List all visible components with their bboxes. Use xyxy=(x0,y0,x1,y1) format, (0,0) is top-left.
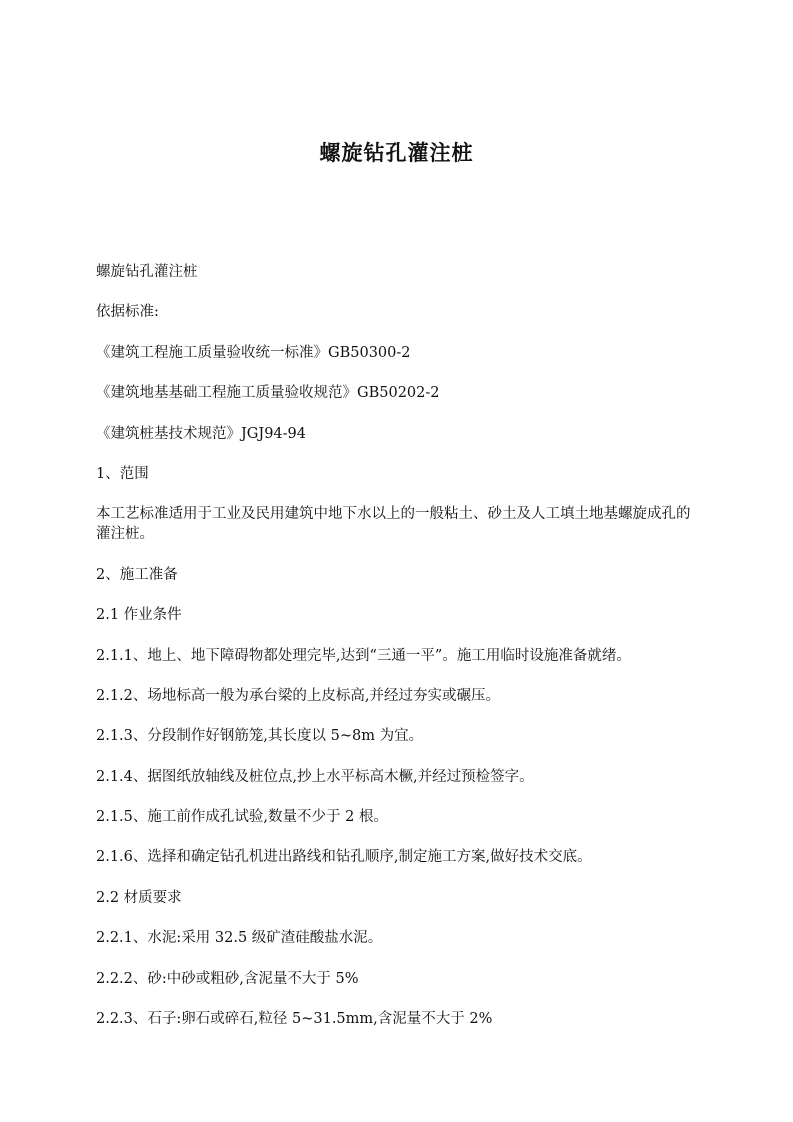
paragraph-scope-text: 本工艺标准适用于工业及民用建筑中地下水以上的一般粘土、砂土及人工填土地基螺旋成孔的灌注桩。 xyxy=(96,506,691,543)
list-item-2-2-2: 2.2.2、砂:中砂或粗砂,含泥量不大于 5% xyxy=(96,970,359,987)
list-item-2-1-6: 2.1.6、选择和确定钻孔机进出路线和钻孔顺序,制定施工方案,做好技术交底。 xyxy=(96,849,592,866)
paragraph-standard-3: 《建筑桩基技术规范》JGJ94-94 xyxy=(96,425,307,442)
paragraph-standard-1: 《建筑工程施工质量验收统一标准》GB50300-2 xyxy=(96,344,411,361)
section-heading-scope: 1、范围 xyxy=(96,465,149,482)
list-item-2-1-5: 2.1.5、施工前作成孔试验,数量不少于 2 根。 xyxy=(96,809,388,826)
subsection-heading-materials: 2.2 材质要求 xyxy=(96,889,182,906)
list-item-2-2-3: 2.2.3、石子:卵石或碎石,粒径 5~31.5mm,含泥量不大于 2% xyxy=(96,1011,493,1028)
paragraph-basis-heading: 依据标准: xyxy=(96,304,159,321)
list-item-2-1-3: 2.1.3、分段制作好钢筋笼,其长度以 5~8m 为宜。 xyxy=(96,728,424,745)
list-item-2-1-4: 2.1.4、据图纸放轴线及桩位点,抄上水平标高木橛,并经过预检签字。 xyxy=(96,768,534,785)
list-item-2-1-2: 2.1.2、场地标高一般为承台梁的上皮标高,并经过夯实或碾压。 xyxy=(96,687,501,704)
document-title: 螺旋钻孔灌注桩 xyxy=(319,140,474,165)
list-item-2-2-1: 2.2.1、水泥:采用 32.5 级矿渣硅酸盐水泥。 xyxy=(96,930,383,947)
paragraph-standard-2: 《建筑地基基础工程施工质量验收规范》GB50202-2 xyxy=(96,385,440,402)
section-heading-preparation: 2、施工准备 xyxy=(96,566,178,583)
list-item-2-1-1: 2.1.1、地上、地下障碍物都处理完毕,达到“三通一平”。施工用临时设施准备就绪。 xyxy=(96,647,631,664)
document-body xyxy=(96,262,706,1049)
subsection-heading-conditions: 2.1 作业条件 xyxy=(96,607,182,624)
paragraph-subtitle: 螺旋钻孔灌注桩 xyxy=(96,264,198,280)
